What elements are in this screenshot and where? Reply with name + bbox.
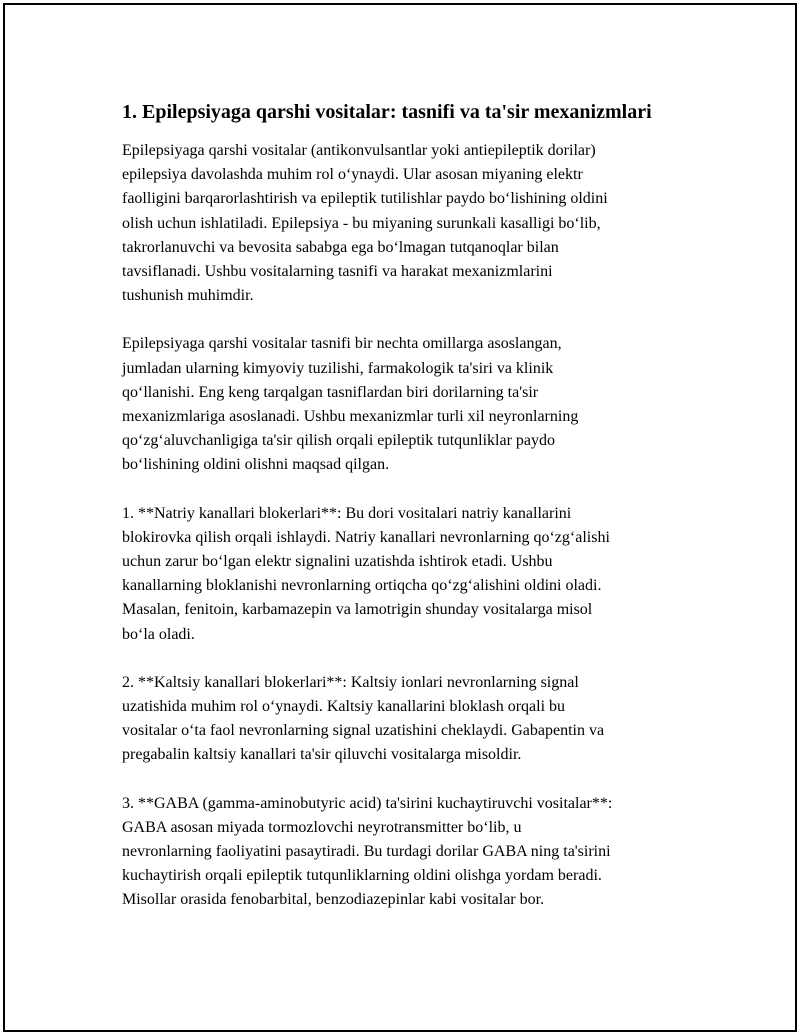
text-line: takrorlanuvchi va bevosita sababga ega boʻlmagan tutqanoqlar bilan	[122, 238, 559, 256]
document-body	[122, 99, 702, 937]
text-line: pregabalin kaltsiy kanallari ta'sir qiluvchi vositalarga misoldir.	[122, 746, 522, 764]
paragraph	[122, 332, 702, 477]
text-line: tavsiflanadi. Ushbu vositalarning tasnifi va harakat mexanizmlarini	[122, 263, 553, 281]
text-line: Masalan, fenitoin, karbamazepin va lamotrigin shunday vositalarga misol	[122, 601, 593, 619]
text-line: boʻlishining oldini olishni maqsad qilgan.	[122, 456, 390, 474]
document-title: 1. Epilepsiyaga qarshi vositalar: tasnifi va ta'sir mexanizmlari	[122, 101, 652, 123]
text-line: GABA asosan miyada tormozlovchi neyrotransmitter boʻlib, u	[122, 818, 522, 836]
text-line: boʻla oladi.	[122, 625, 195, 643]
text-line: uzatishida muhim rol oʻynaydi. Kaltsiy kanallarini bloklash orqali bu	[122, 698, 566, 716]
text-line: mexanizmlariga asoslanadi. Ushbu mexanizmlar turli xil neyronlarning	[122, 408, 579, 426]
text-line: tushunish muhimdir.	[122, 287, 254, 305]
text-line: jumladan ularning kimyoviy tuzilishi, farmakologik ta'siri va klinik	[122, 359, 554, 377]
text-line: epilepsiya davolashda muhim rol oʻynaydi. Ular asosan miyaning elektr	[122, 166, 583, 184]
text-line: olish uchun ishlatiladi. Epilepsiya - bu miyaning surunkali kasalligi boʻlib,	[122, 214, 601, 232]
text-line: Misollar orasida fenobarbital, benzodiazepinlar kabi vositalar bor.	[122, 891, 545, 909]
text-line: qoʻllanishi. Eng keng tarqalgan tasniflardan biri dorilarning ta'sir	[122, 383, 539, 401]
paragraph	[122, 502, 702, 647]
text-line: nevronlarning faoliyatini pasaytiradi. Bu turdagi dorilar GABA ning ta'sirini	[122, 843, 611, 861]
text-line: Epilepsiyaga qarshi vositalar tasnifi bir nechta omillarga asoslangan,	[122, 335, 562, 353]
paragraph-list	[122, 139, 702, 913]
text-line: 3. **GABA (gamma-aminobutyric acid) ta'sirini kuchaytiruvchi vositalar**:	[122, 794, 613, 812]
text-line: kanallarning bloklanishi nevronlarning ortiqcha qoʻzgʻalishini oldini oladi.	[122, 577, 602, 595]
text-line: Epilepsiyaga qarshi vositalar (antikonvulsantlar yoki antiepileptik dorilar)	[122, 142, 596, 159]
text-line: qoʻzgʻaluvchanligiga ta'sir qilish orqali epileptik tutqunliklar paydo	[122, 432, 555, 450]
text-line: 2. **Kaltsiy kanallari blokerlari**: Kaltsiy ionlari nevronlarning signal	[122, 673, 579, 691]
paragraph	[122, 792, 702, 913]
text-line: vositalar oʻta faol nevronlarning signal uzatishini cheklaydi. Gabapentin va	[122, 722, 605, 740]
text-line: 1. **Natriy kanallari blokerlari**: Bu dori vositalari natriy kanallarini	[122, 504, 572, 522]
paragraph	[122, 139, 702, 308]
page-frame	[3, 3, 797, 1032]
paragraph	[122, 671, 702, 768]
text-line: blokirovka qilish orqali ishlaydi. Natriy kanallari nevronlarning qoʻzgʻalishi	[122, 528, 610, 546]
text-line: faolligini barqarorlashtirish va epileptik tutilishlar paydo boʻlishining oldini	[122, 190, 608, 208]
text-line: kuchaytirish orqali epileptik tutqunliklarning oldini olishga yordam beradi.	[122, 867, 602, 885]
text-line: uchun zarur boʻlgan elektr signalini uzatishda ishtirok etadi. Ushbu	[122, 553, 553, 571]
